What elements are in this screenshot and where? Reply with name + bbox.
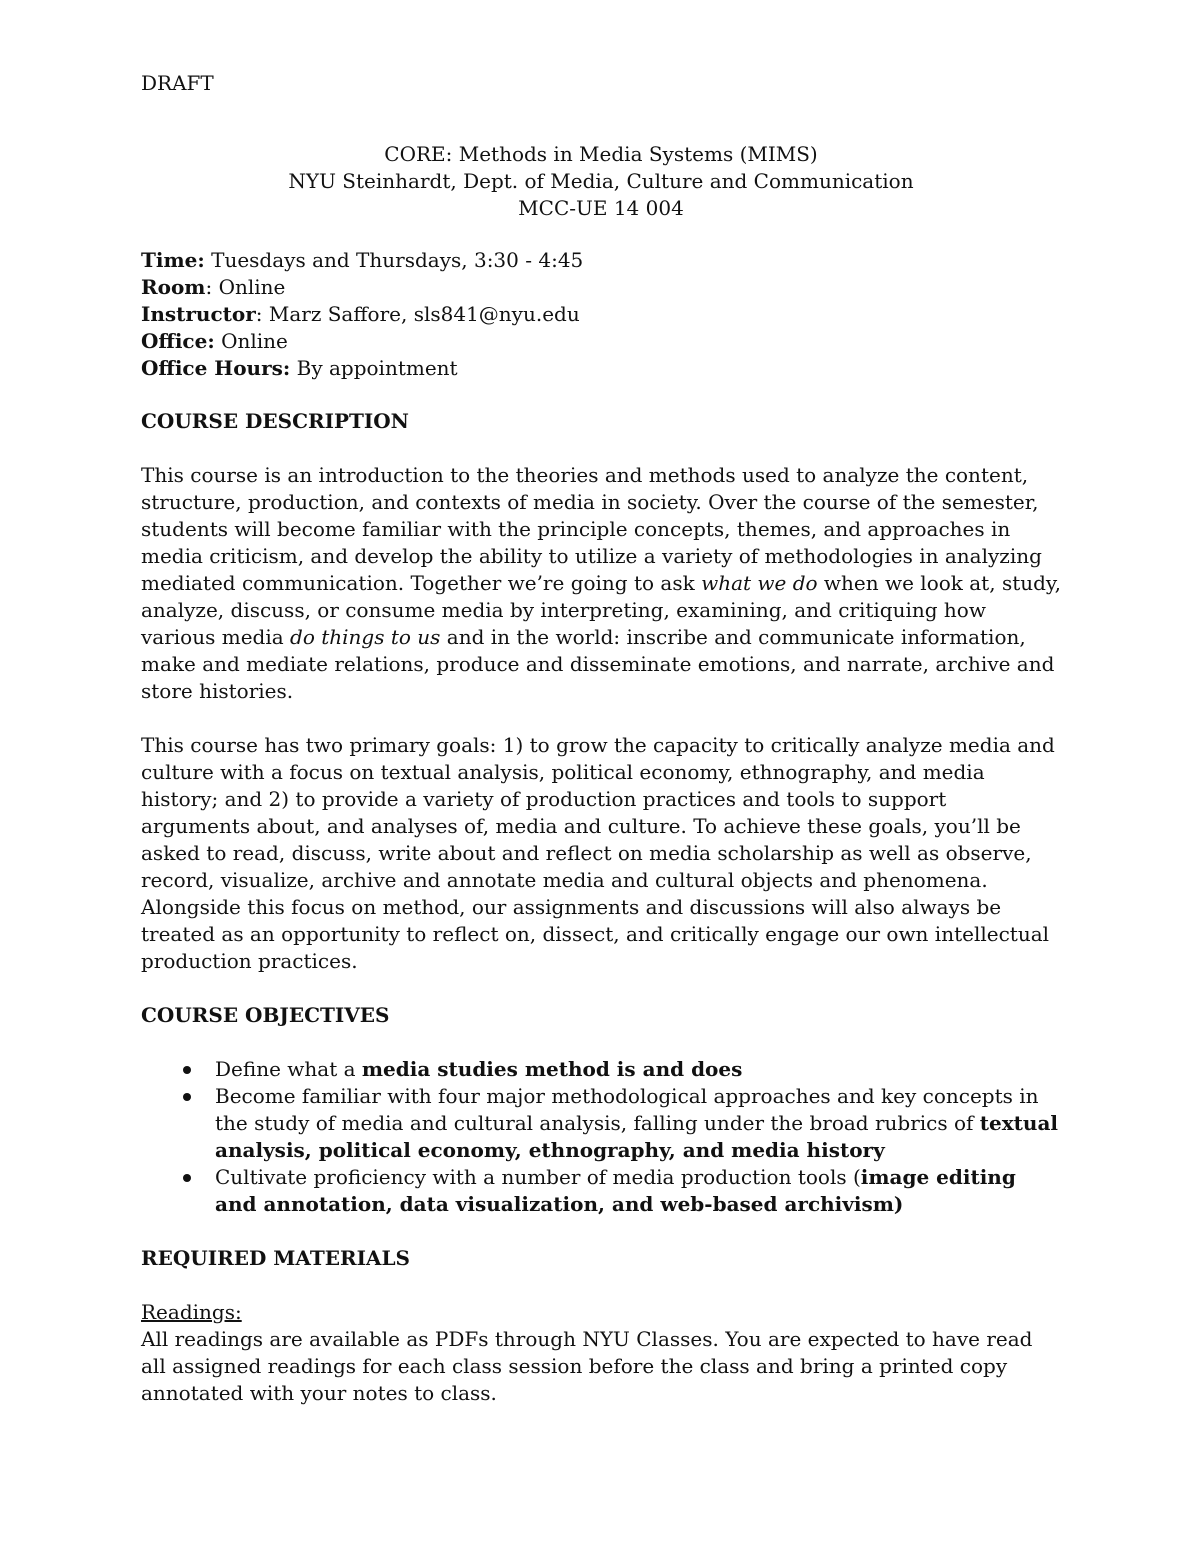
time-value: Tuesdays and Thursdays, 3:30 - 4:45	[204, 248, 584, 272]
bullet-icon	[183, 1093, 191, 1101]
description-paragraph-2: This course has two primary goals: 1) to grow the capacity to critically analyze media and culture with a focus on textual analysis, political economy, ethnography, and media history; and 2) to provide a variety of production practices and tools to support arguments about, and analyses of, media and culture. To achieve these goals, you’ll be asked to read, discuss, write about and reflect on media scholarship as well as observe, record, visualize, archive and annotate media and cultural objects and phenomena. Alongside this focus on method, our assignments and discussions will also always be treated as an opportunity to reflect on, dissect, and critically engage our own intellectual production practices.	[141, 733, 1055, 973]
room-label: Room	[141, 275, 206, 299]
room-line	[141, 274, 1061, 301]
description-p1-part-b: when we look at, study, analyze, discuss, or consume media by interpreting, examining, and critiquing how various media	[141, 571, 1061, 649]
objective-item	[215, 1056, 1061, 1083]
objective-2-bold: textual analysis, political economy, ethnography, and media history	[215, 1111, 1059, 1162]
objective-2-text: Become familiar with four major methodological approaches and key concepts in the study of media and cultural analysis, falling under the broad rubrics of	[215, 1084, 1039, 1135]
objectives-list	[141, 1056, 1061, 1218]
course-code: MCC-UE 14 004	[518, 196, 684, 220]
objective-item	[215, 1164, 1061, 1218]
time-line	[141, 247, 1061, 274]
required-materials-heading: REQUIRED MATERIALS	[141, 1246, 410, 1270]
instructor-label: Instructor	[141, 302, 256, 326]
course-objectives-heading: COURSE OBJECTIVES	[141, 1003, 390, 1027]
office-label: Office:	[141, 329, 215, 353]
description-paragraph-1	[141, 462, 1061, 705]
office-hours-value: By appointment	[290, 356, 458, 380]
room-value: : Online	[205, 275, 286, 299]
office-value: Online	[214, 329, 288, 353]
office-line	[141, 328, 1061, 355]
course-title: CORE: Methods in Media Systems (MIMS)	[384, 142, 818, 166]
instructor-value: : Marz Saffore, sls841@nyu.edu	[255, 302, 580, 326]
description-p1-part-c: and in the world: inscribe and communicate information, make and mediate relations, produce and disseminate emotions, and narrate, archive and store histories.	[141, 625, 1055, 703]
objective-1-bold: media studies method is and does	[361, 1057, 743, 1081]
objective-3-text: Cultivate proficiency with a number of media production tools (	[215, 1165, 861, 1189]
bullet-icon	[183, 1174, 191, 1182]
objective-item	[215, 1083, 1061, 1164]
description-p1-emphasis-2: do things to us	[290, 625, 441, 649]
description-p1-part-a: This course is an introduction to the theories and methods used to analyze the content, structure, production, and contexts of media in society. Over the course of the semester, students will become familiar with the principle concepts, themes, and approaches in media criticism, and develop the ability to utilize a variety of methodologies in analyzing mediated communication. Together we’re going to ask	[141, 463, 1042, 595]
objective-1-text: Define what a	[215, 1057, 362, 1081]
readings-text: All readings are available as PDFs through NYU Classes. You are expected to have read all assigned readings for each class session before the class and bring a printed copy annotated with your notes to class.	[141, 1327, 1033, 1405]
course-header	[141, 141, 1061, 222]
description-p1-emphasis-1: what we do	[701, 571, 818, 595]
time-label: Time:	[141, 248, 205, 272]
draft-label: DRAFT	[141, 71, 214, 95]
office-hours-label: Office Hours:	[141, 356, 291, 380]
department-line: NYU Steinhardt, Dept. of Media, Culture and Communication	[288, 169, 914, 193]
course-info	[141, 247, 1061, 382]
bullet-icon	[183, 1066, 191, 1074]
instructor-line	[141, 301, 1061, 328]
readings-label: Readings:	[141, 1300, 242, 1324]
office-hours-line	[141, 355, 1061, 382]
document-page	[141, 70, 1061, 1407]
course-description-heading: COURSE DESCRIPTION	[141, 409, 409, 433]
objective-3-bold: image editing and annotation, data visualization, and web-based archivism)	[215, 1165, 1016, 1216]
